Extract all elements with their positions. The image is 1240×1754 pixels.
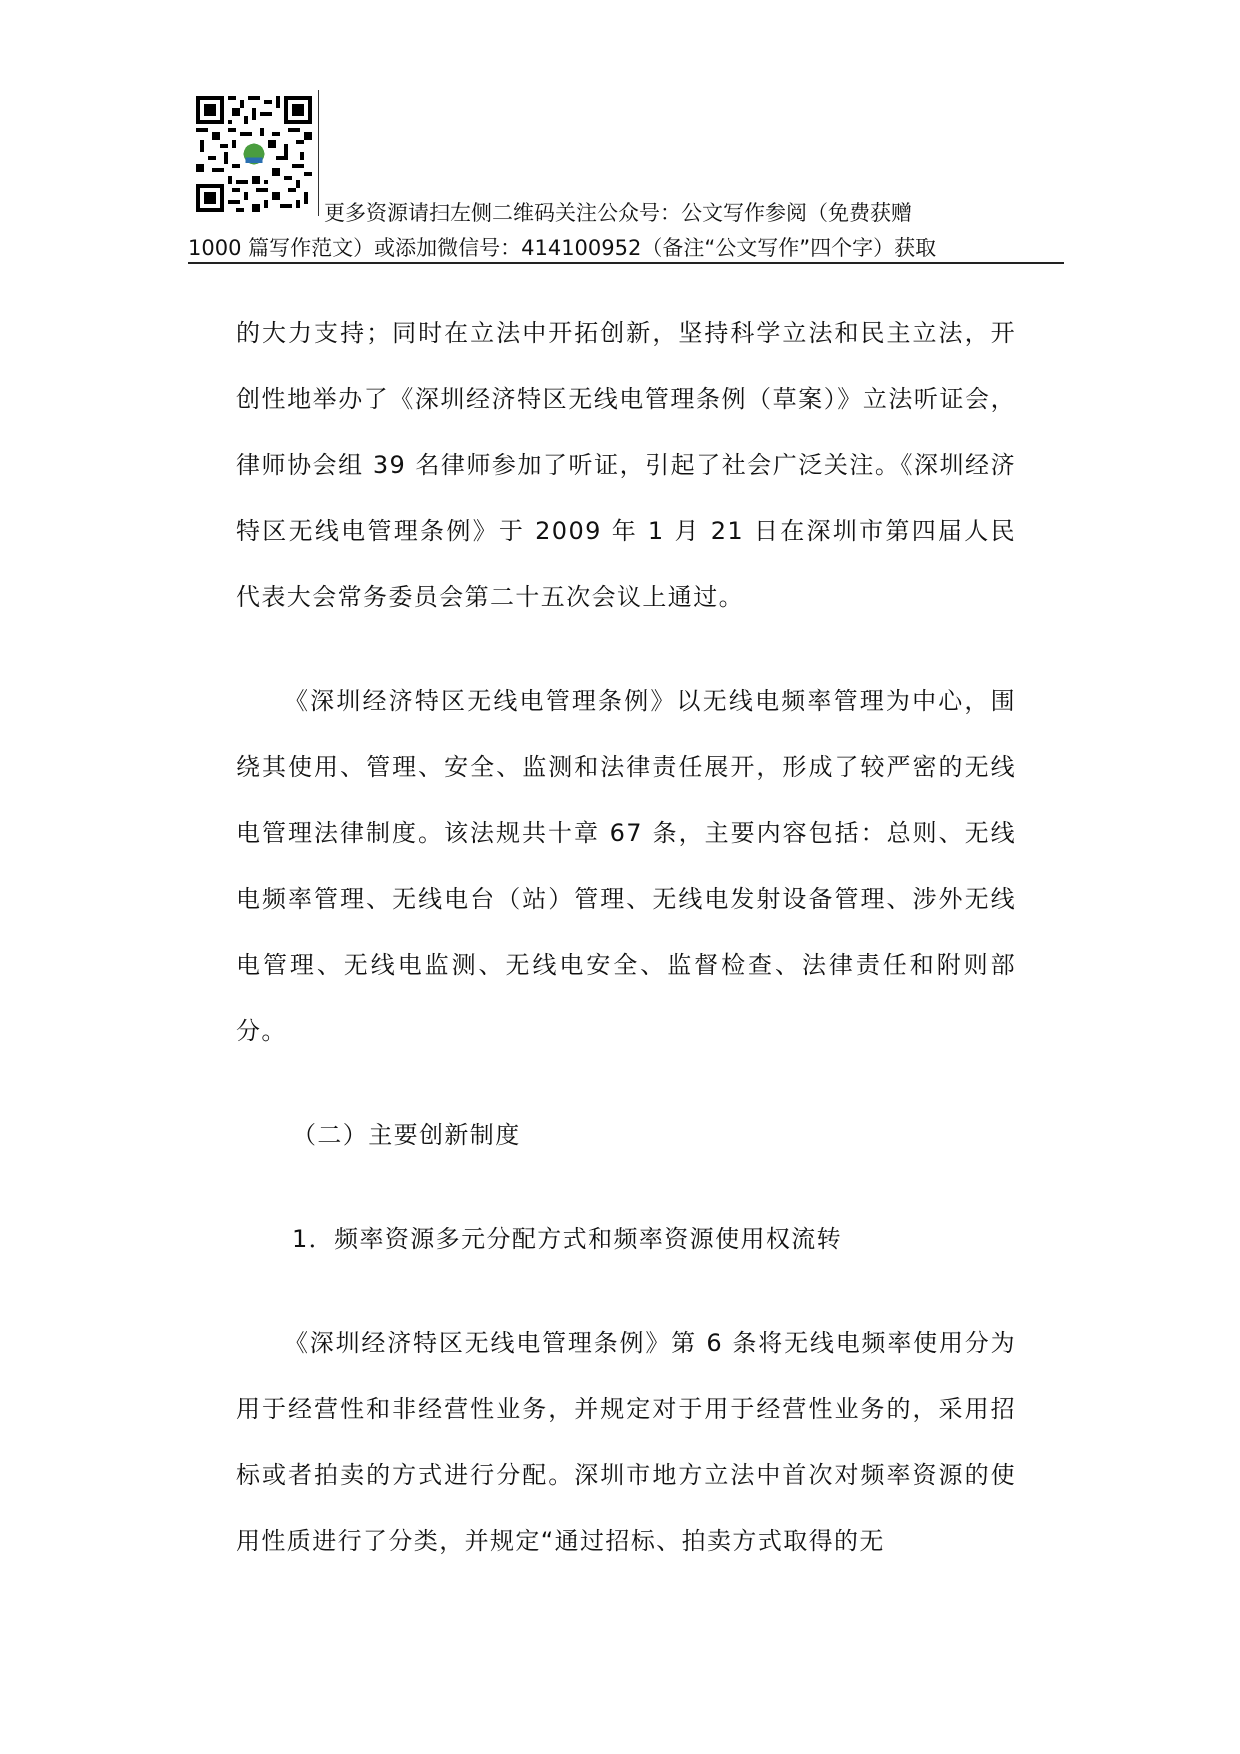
header-line-2: 1000 篇写作范文）或添加微信号：414100952（备注“公文写作”四个字）获取 [188,236,937,260]
header-rule [188,262,1064,264]
qr-code-icon [196,96,312,212]
paragraph-2: 《深圳经济特区无线电管理条例》以无线电频率管理为中心，围绕其使用、管理、安全、监测和法律责任展开，形成了较严密的无线电管理法律制度。该法规共十章 67 条，主要内容包括：总则、无线电频率管理、无线电台（站）管理、无线电发射设备管理、涉外无线电管理、无线电监测、无线电安全、监督检查、法律责任和附则部分。 [236,687,1016,1045]
document-body [236,300,1016,1574]
paragraph-1: 的大力支持；同时在立法中开拓创新，坚持科学立法和民主立法，开创性地举办了《深圳经济特区无线电管理条例（草案）》立法听证会，律师协会组 39 名律师参加了听证，引起了社会广泛关注。《深圳经济特区无线电管理条例》于 2009 年 1 月 21 日在深圳市第四届人民代表大会常务委员会第二十五次会议上通过。 [236,319,1016,611]
qr-code [196,96,312,212]
subsection-heading: 1．频率资源多元分配方式和频率资源使用权流转 [292,1225,843,1253]
section-heading: （二）主要创新制度 [292,1121,521,1149]
paragraph-3: 《深圳经济特区无线电管理条例》第 6 条将无线电频率使用分为用于经营性和非经营性业务，并规定对于用于经营性业务的，采用招标或者拍卖的方式进行分配。深圳市地方立法中首次对频率资源的使用性质进行了分类，并规定“通过招标、拍卖方式取得的无 [236,1329,1016,1555]
header-line-1: 更多资源请扫左侧二维码关注公众号：公文写作参阅（免费获赠 [324,201,912,225]
page-header [188,196,1060,266]
